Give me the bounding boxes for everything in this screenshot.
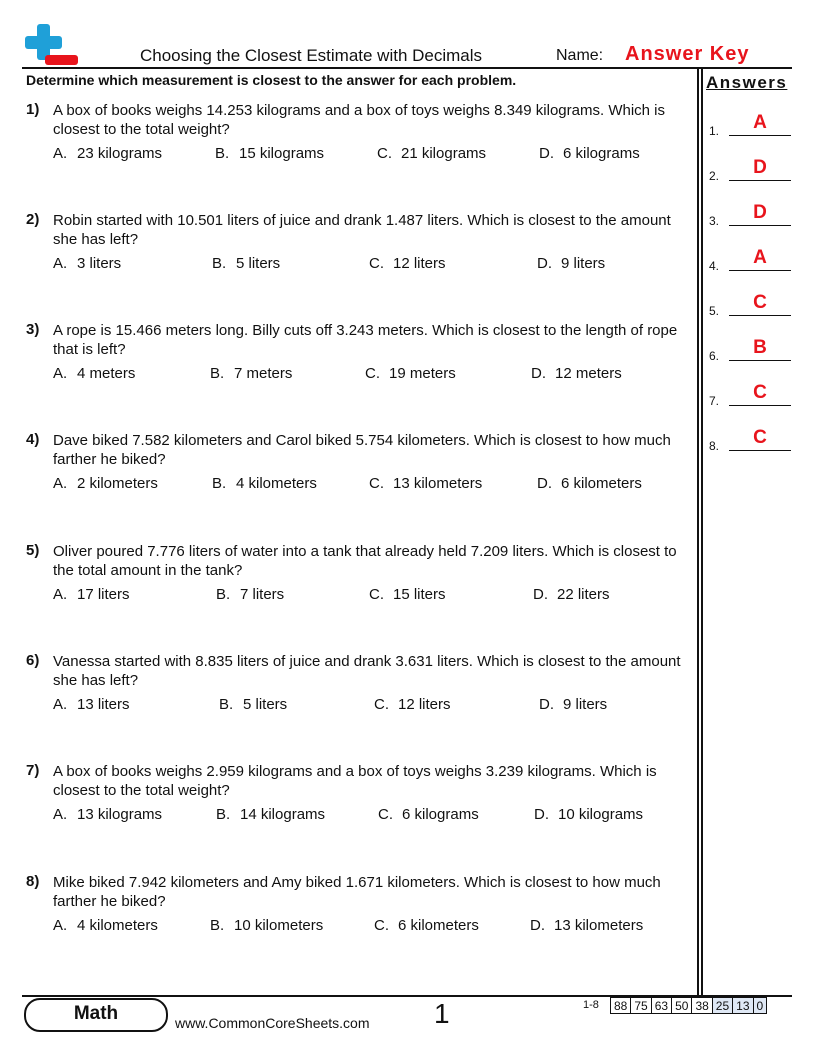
answer-row [709, 378, 793, 408]
choice-a: A. 23 kilograms [53, 145, 163, 162]
choice-b: B. 15 kilograms [215, 145, 325, 162]
choice-a: A. 13 liters [53, 696, 130, 713]
choice-c: C. 6 kilograms [378, 806, 479, 823]
question-text: Dave biked 7.582 kilometers and Carol biked 5.754 kilometers. Which is closest to how much farther he biked? [53, 432, 671, 468]
choice-c: C. 12 liters [374, 696, 451, 713]
answer-row [709, 423, 793, 453]
choice-a: A. 17 liters [53, 586, 130, 603]
choice-a: A. 4 kilometers [53, 917, 158, 934]
subject-badge [24, 998, 168, 1032]
name-label: Name: [556, 47, 604, 64]
answer-line [729, 180, 791, 181]
answer-line [729, 315, 791, 316]
question-text: A box of books weighs 2.959 kilograms and a box of toys weighs 3.239 kilograms. Which is closest to the total weight? [53, 763, 657, 799]
answer-value: D [753, 157, 767, 178]
question-text: A box of books weighs 14.253 kilograms and a box of toys weighs 8.349 kilograms. Which is closest to the total weight? [53, 102, 665, 138]
choice-c: C. 21 kilograms [377, 145, 487, 162]
question-number: 7) [26, 762, 40, 779]
choice-c: C. 15 liters [369, 586, 446, 603]
answer-number: 2. [709, 169, 720, 183]
answer-number: 8. [709, 439, 720, 453]
score-cell: 75 [631, 998, 651, 1014]
plus-minus-logo-icon [22, 22, 80, 68]
score-cell: 50 [672, 998, 692, 1014]
answer-number: 5. [709, 304, 720, 318]
answers-divider [697, 67, 699, 995]
question-text: Mike biked 7.942 kilometers and Amy biked 1.671 kilometers. Which is closest to how much farther he biked? [53, 874, 661, 910]
choice-b: B. 5 liters [212, 255, 281, 272]
question-text: Robin started with 10.501 liters of juice and drank 1.487 liters. Which is closest to the amount she has left? [53, 212, 671, 248]
question-number: 3) [26, 321, 40, 338]
choice-a: A. 13 kilograms [53, 806, 163, 823]
question-number: 6) [26, 652, 40, 669]
header-divider [22, 67, 792, 69]
answer-number: 7. [709, 394, 720, 408]
answer-value: C [753, 382, 767, 403]
choice-d: D. 13 kilometers [530, 917, 644, 934]
score-cell: 13 [733, 998, 753, 1014]
answer-row [709, 108, 793, 138]
question-number: 1) [26, 101, 40, 118]
choice-c: C. 12 liters [369, 255, 446, 272]
choice-c: C. 6 kilometers [374, 917, 479, 934]
choice-d: D. 6 kilometers [537, 475, 642, 492]
answer-line [729, 270, 791, 271]
subject-label: Math [73, 1003, 119, 1024]
question-text: A rope is 15.466 meters long. Billy cuts off 3.243 meters. Which is closest to the length of rope that is left? [53, 322, 678, 358]
answer-row [709, 333, 793, 363]
choice-a: A. 3 liters [53, 255, 122, 272]
question-text: Vanessa started with 8.835 liters of juice and drank 3.631 liters. Which is closest to the amount she has left? [53, 653, 681, 689]
choice-d: D. 22 liters [533, 586, 610, 603]
score-table [610, 997, 767, 1014]
answers-heading: Answers [706, 73, 788, 92]
answer-line [729, 225, 791, 226]
answer-number: 6. [709, 349, 720, 363]
choice-b: B. 14 kilograms [216, 806, 326, 823]
score-range-label: 1-8 [583, 999, 599, 1011]
answer-number: 1. [709, 124, 720, 138]
score-cell: 38 [692, 998, 712, 1014]
choice-d: D. 9 liters [539, 696, 608, 713]
answer-line [729, 450, 791, 451]
choice-b: B. 7 liters [216, 586, 285, 603]
choice-c: C. 19 meters [365, 365, 456, 382]
choice-d: D. 6 kilograms [539, 145, 640, 162]
score-cell: 0 [753, 998, 767, 1014]
choice-d: D. 10 kilograms [534, 806, 644, 823]
website-link[interactable]: www.CommonCoreSheets.com [175, 1015, 370, 1031]
answer-key-label: Answer Key [625, 43, 750, 65]
choice-d: D. 9 liters [537, 255, 606, 272]
answer-line [729, 135, 791, 136]
choice-a: A. 4 meters [53, 365, 136, 382]
score-cell: 25 [712, 998, 732, 1014]
choice-b: B. 10 kilometers [210, 917, 324, 934]
answer-line [729, 405, 791, 406]
answer-value: D [753, 202, 767, 223]
choice-a: A. 2 kilometers [53, 475, 158, 492]
choice-d: D. 12 meters [531, 365, 622, 382]
score-cell: 88 [611, 998, 631, 1014]
answer-number: 4. [709, 259, 720, 273]
answer-value: A [753, 112, 767, 133]
question-number: 8) [26, 873, 40, 890]
choice-b: B. 7 meters [210, 365, 293, 382]
answer-number: 3. [709, 214, 720, 228]
answer-line [729, 360, 791, 361]
page-number: 1 [434, 998, 450, 1029]
question-number: 2) [26, 211, 40, 228]
answer-value: A [753, 247, 767, 268]
answer-value: B [753, 337, 767, 358]
choice-b: B. 4 kilometers [212, 475, 317, 492]
answers-divider [701, 67, 703, 995]
answer-row [709, 243, 793, 273]
answer-row [709, 288, 793, 318]
answer-value: C [753, 427, 767, 448]
instructions: Determine which measurement is closest to the answer for each problem. [26, 72, 517, 88]
question-text: Oliver poured 7.776 liters of water into a tank that already held 7.209 liters. Which is closest to the total amount in the tank? [53, 543, 677, 579]
score-cell: 63 [651, 998, 671, 1014]
choice-c: C. 13 kilometers [369, 475, 483, 492]
answer-value: C [753, 292, 767, 313]
answer-row [709, 153, 793, 183]
page-title: Choosing the Closest Estimate with Decimals [140, 46, 483, 65]
choice-b: B. 5 liters [219, 696, 288, 713]
answer-row [709, 198, 793, 228]
question-number: 5) [26, 542, 40, 559]
question-number: 4) [26, 431, 40, 448]
